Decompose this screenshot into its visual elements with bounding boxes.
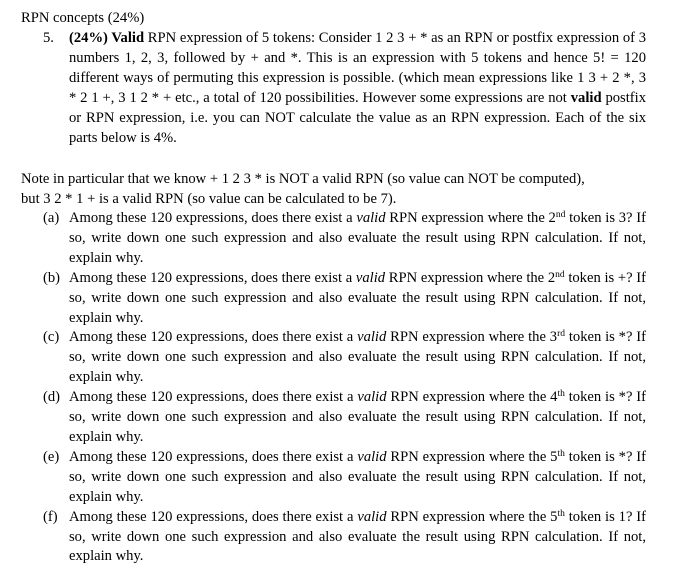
note-line-1: Note in particular that we know + 1 2 3 * is NOT a valid RPN (so value can NOT be computed), bbox=[21, 171, 585, 187]
ordinal-suffix: nd bbox=[555, 269, 565, 280]
valid-italic: valid bbox=[356, 210, 386, 226]
question-intro-text-2: postfix or RPN expression, i.e. you can NOT calculate the value as an RPN expression. Each of the six parts below is 4%. bbox=[69, 89, 646, 146]
part-label: (d) bbox=[43, 389, 61, 406]
part-text bbox=[69, 269, 646, 329]
ordinal-suffix: th bbox=[557, 508, 565, 519]
part-b bbox=[43, 269, 646, 329]
part-text-mid: RPN expression where the 4 bbox=[386, 389, 558, 406]
part-text-post: token is 1? If so, write down one such expression and also evaluate the result using RPN calculation. If not, explain why. bbox=[69, 508, 647, 565]
valid-italic: valid bbox=[357, 329, 387, 346]
valid-emphasis: valid bbox=[570, 89, 602, 106]
part-text bbox=[69, 328, 646, 388]
part-f bbox=[43, 508, 646, 568]
question-intro-text-1: RPN expression of 5 tokens: Consider 1 2 3 + * as an RPN or postfix expression of 3 numbers 1, 2, 3, followed by + and *. This is an expression with 5 tokens and hence 5! = 120 different ways of permuting this expression is possible. (which mean expressions like 1 3 + 2 *, 3 * 2 1 +, 3 1 2 * + etc., a total of 120 possibilities. However some expressions are not bbox=[69, 30, 646, 106]
part-label: (c) bbox=[43, 329, 60, 346]
question-intro bbox=[69, 29, 646, 148]
section-heading: RPN concepts (24%) bbox=[21, 10, 145, 26]
part-text bbox=[69, 448, 646, 508]
part-text-post: token is *? If so, write down one such expression and also evaluate the result using RPN calculation. If not, explain why. bbox=[69, 389, 647, 445]
part-text-mid: RPN expression where the 5 bbox=[386, 508, 558, 525]
valid-italic: valid bbox=[357, 508, 387, 525]
part-text bbox=[69, 388, 646, 448]
valid-italic: valid bbox=[357, 448, 387, 465]
part-text-mid: RPN expression where the 3 bbox=[386, 329, 558, 346]
part-d bbox=[43, 388, 646, 448]
part-text-pre: Among these 120 expressions, does there exist a bbox=[69, 448, 358, 465]
part-text-mid: RPN expression where the 2 bbox=[385, 269, 556, 286]
part-label: (e) bbox=[43, 448, 60, 465]
question-weight: (24%) Valid bbox=[69, 30, 145, 46]
part-text-mid: RPN expression where the 5 bbox=[386, 448, 558, 465]
note-line-2: but 3 2 * 1 + is a valid RPN (so value can be calculated to be 7). bbox=[21, 190, 397, 207]
part-a bbox=[43, 209, 646, 269]
part-c bbox=[43, 328, 646, 388]
part-text-pre: Among these 120 expressions, does there exist a bbox=[69, 269, 356, 286]
ordinal-suffix: nd bbox=[555, 210, 566, 220]
ordinal-suffix: th bbox=[557, 389, 565, 400]
part-text-post: token is *? If so, write down one such expression and also evaluate the result using RPN calculation. If not, explain why. bbox=[69, 329, 647, 386]
part-e bbox=[43, 448, 646, 508]
part-text-post: token is *? If so, write down one such expression and also evaluate the result using RPN calculation. If not, explain why. bbox=[69, 448, 647, 505]
ordinal-suffix: th bbox=[557, 448, 565, 459]
part-text-pre: Among these 120 expressions, does there exist a bbox=[69, 508, 358, 525]
part-text-post: token is +? If so, write down one such expression and also evaluate the result using RPN calculation. If not, explain why. bbox=[69, 269, 646, 326]
note-paragraph bbox=[21, 170, 646, 210]
part-text-post: token is 3? If so, write down one such expression and also evaluate the result using RPN calculation. If not, explain why. bbox=[69, 210, 647, 266]
part-label: (b) bbox=[43, 269, 61, 286]
question-number: 5. bbox=[43, 30, 54, 46]
part-text-pre: Among these 120 expressions, does there exist a bbox=[69, 389, 358, 406]
part-text-pre: Among these 120 expressions, does there exist a bbox=[69, 210, 357, 226]
part-text bbox=[69, 209, 646, 269]
valid-italic: valid bbox=[355, 269, 386, 286]
part-text-mid: RPN expression where the 2 bbox=[385, 210, 556, 226]
ordinal-suffix: rd bbox=[557, 329, 565, 340]
part-text-pre: Among these 120 expressions, does there exist a bbox=[69, 329, 358, 346]
part-label: (a) bbox=[43, 210, 60, 226]
part-text bbox=[69, 508, 646, 568]
part-label: (f) bbox=[43, 508, 58, 525]
valid-italic: valid bbox=[357, 389, 387, 406]
sub-questions bbox=[43, 209, 646, 567]
